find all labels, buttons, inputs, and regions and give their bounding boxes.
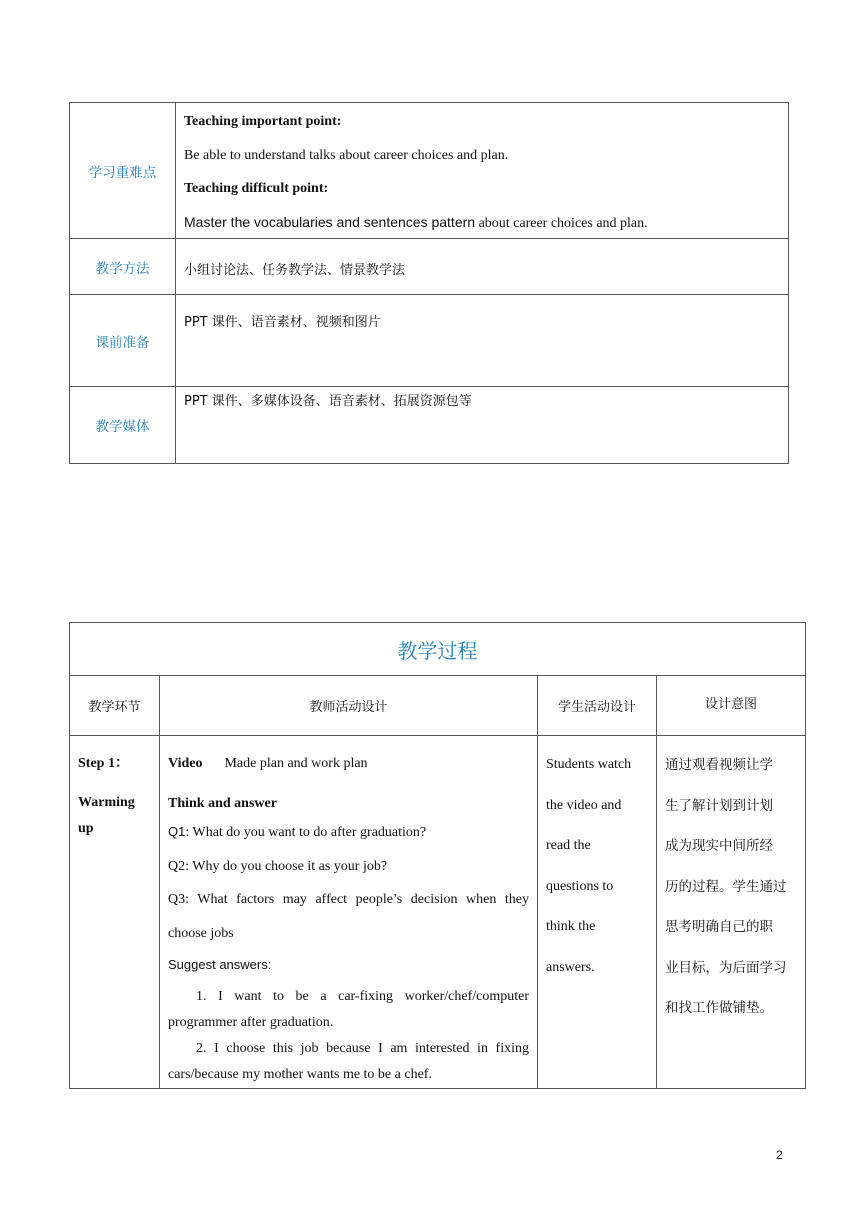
key-points-cell [176, 103, 789, 239]
preparation-cell: PPT 课件、语音素材、视频和图片 [176, 295, 789, 387]
question-1: Q1: What do you want to do after graduation? [168, 824, 427, 840]
suggest-answers-label: Suggest answers: [168, 957, 272, 972]
row-label-preparation: 课前准备 [70, 295, 176, 387]
teacher-activity-cell [160, 736, 538, 1089]
page-number: 2 [776, 1148, 783, 1162]
methods-cell: 小组讨论法、任务教学法、情景教学法 [176, 239, 789, 295]
student-line-1: Students watch [546, 757, 632, 772]
question-2: Q2: Why do you choose it as your job? [168, 858, 388, 874]
student-line-5: think the [546, 919, 596, 934]
step-number: Step 1： [78, 756, 129, 771]
student-line-6: answers. [546, 959, 595, 975]
header-stage: 教学环节 [70, 676, 160, 736]
row-label-methods: 教学方法 [70, 239, 176, 295]
media-cell: PPT 课件、多媒体设备、语音素材、拓展资源包等 [176, 387, 789, 464]
teaching-process-table [69, 622, 806, 1089]
process-title-cell [70, 623, 806, 676]
row-label-key-points: 学习重难点 [70, 103, 176, 239]
intent-line-1: 通过观看视频让学 [665, 757, 773, 773]
lesson-info-table [69, 102, 789, 464]
header-design-intent: 设计意图 [657, 676, 806, 736]
intent-line-5: 思考明确自己的职 [665, 919, 773, 935]
video-text: Made plan and work plan [224, 756, 368, 771]
process-title: 教学过程 [397, 638, 478, 663]
design-intent-cell [657, 736, 806, 1089]
student-line-4: questions to [546, 878, 614, 894]
student-line-3: read the [546, 838, 591, 853]
answer-1: 1. I want to be a car-fixing worker/chef/computer programmer after graduation. [168, 989, 529, 1030]
row-label-media: 教学媒体 [70, 387, 176, 464]
difficult-title: Teaching difficult point: [184, 181, 329, 196]
step-name-2: up [78, 821, 94, 836]
important-text: Be able to understand talks about career choices and plan. [184, 147, 509, 163]
think-answer-title: Think and answer [168, 795, 277, 811]
header-student-activity: 学生活动设计 [538, 676, 657, 736]
intent-line-7: 和找工作做铺垫。 [665, 1000, 773, 1016]
step-cell [70, 736, 160, 1089]
intent-line-3: 成为现实中间所经 [665, 838, 773, 854]
header-teacher-activity: 教师活动设计 [160, 676, 538, 736]
step-name-1: Warming [78, 794, 135, 810]
difficult-text: Master the vocabularies and sentences pattern about career choices and plan. [184, 213, 648, 231]
student-activity-cell [538, 736, 657, 1089]
question-3: Q3: What factors may affect people’s decision when they choose jobs [168, 892, 529, 941]
important-title: Teaching important point: [184, 114, 342, 129]
intent-line-2: 生了解计划到计划 [665, 797, 773, 814]
intent-line-6: 业目标，为后面学习 [665, 959, 787, 976]
student-line-2: the video and [546, 797, 622, 813]
intent-line-4: 历的过程。学生通过 [665, 878, 787, 895]
video-label: Video [168, 756, 203, 771]
answer-2: 2. I choose this job because I am interested in fixing cars/because my mother wants me to be a chef. [168, 1041, 529, 1082]
